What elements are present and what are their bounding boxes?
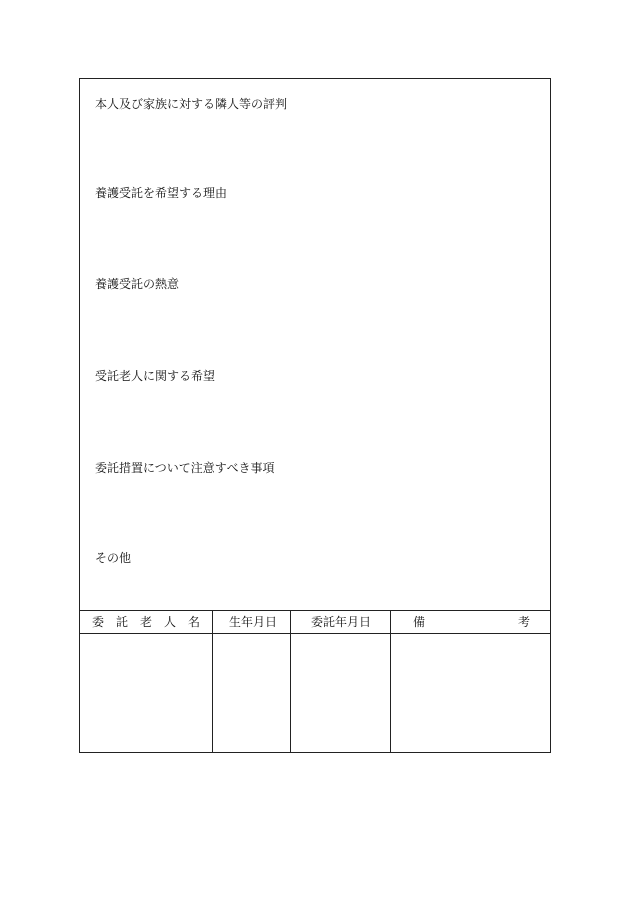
section-neighbor-reputation: 本人及び家族に対する隣人等の評判	[95, 97, 288, 111]
cell-remarks[interactable]	[391, 634, 550, 753]
table-header-row	[80, 611, 550, 634]
section-reason-for-application: 養護受託を希望する理由	[95, 186, 228, 200]
section-other: その他	[95, 551, 132, 565]
header-entrust-date: 委託年月日	[311, 615, 372, 629]
cell-elderly-name[interactable]	[80, 634, 212, 753]
header-birth-date: 生年月日	[229, 615, 278, 629]
cell-birth-date[interactable]	[213, 634, 290, 753]
section-enthusiasm: 養護受託の熱意	[95, 277, 180, 291]
header-elderly-name: 委 託 老 人 名	[92, 615, 201, 629]
section-preference-for-elderly: 受託老人に関する希望	[95, 369, 216, 383]
header-remarks-left: 備	[413, 615, 426, 629]
cell-entrust-date[interactable]	[291, 634, 390, 753]
placement-table	[80, 610, 550, 753]
section-notes-on-placement: 委託措置について注意すべき事項	[95, 461, 275, 475]
header-remarks-right: 考	[518, 615, 531, 629]
form-frame	[79, 78, 551, 753]
